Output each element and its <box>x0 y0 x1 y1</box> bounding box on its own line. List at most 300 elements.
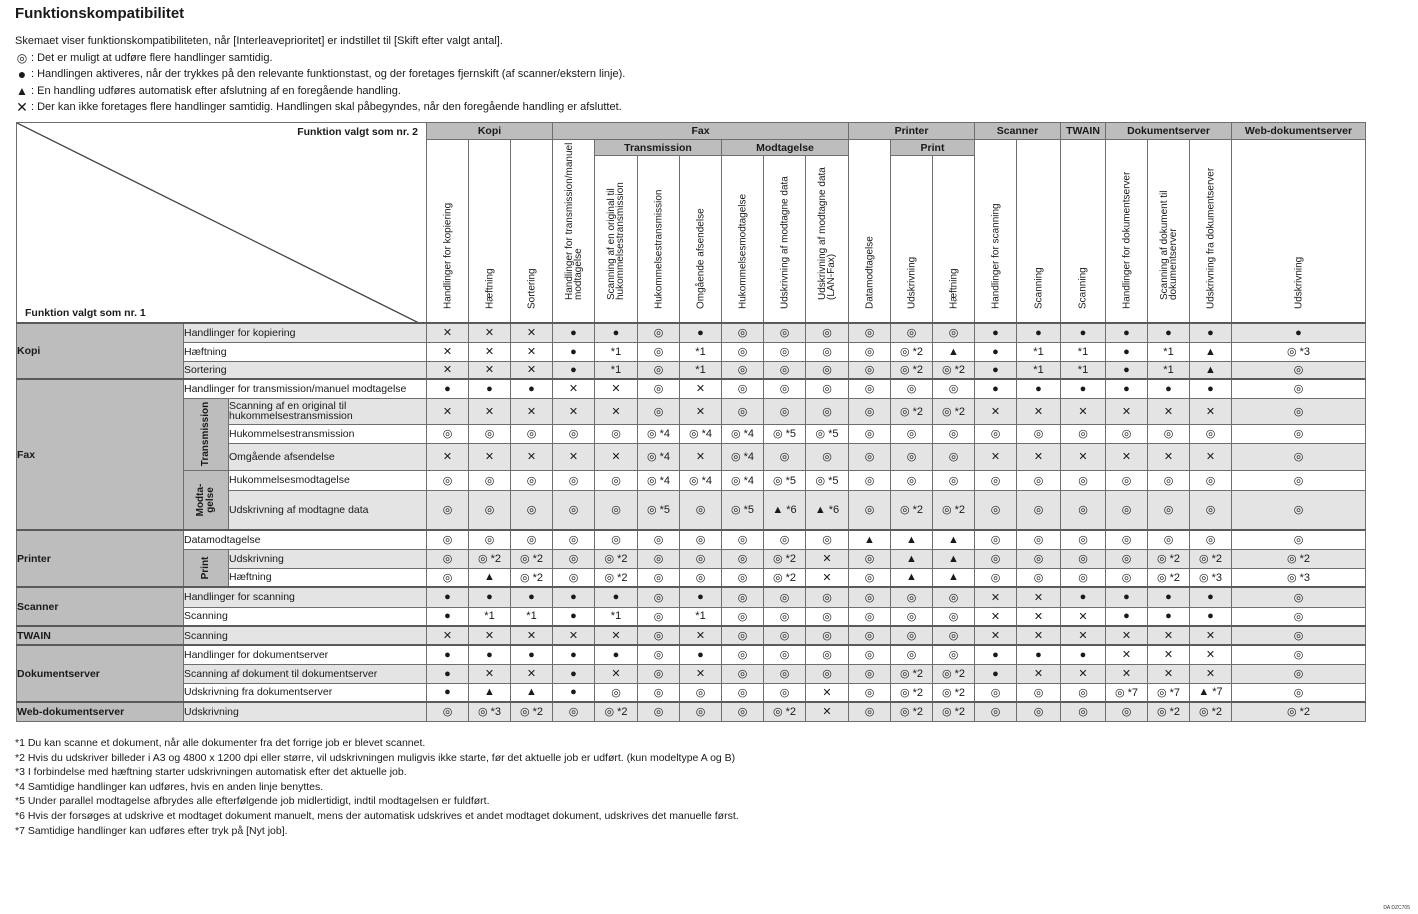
double-circle-icon: ◎ *3 <box>1190 568 1232 587</box>
double-circle-icon: ◎ *4 <box>638 470 680 490</box>
double-circle-icon: ◎ <box>427 549 469 568</box>
double-circle-icon: ◎ <box>975 702 1017 721</box>
triangle-icon: ▲ <box>469 568 511 587</box>
filled-circle-icon: ● <box>1148 587 1190 607</box>
double-circle-icon: ◎ *5 <box>638 490 680 530</box>
double-circle-icon: ◎ <box>469 470 511 490</box>
double-circle-icon: ◎ *2 <box>933 702 975 721</box>
cross-icon: ✕ <box>806 683 849 702</box>
column-header-label: Hæftning <box>948 268 959 309</box>
legend-item <box>15 83 625 100</box>
footnote-ref: *1 <box>595 607 638 626</box>
double-circle-icon: ◎ <box>806 361 849 379</box>
column-header <box>638 156 680 324</box>
column-header <box>595 156 638 324</box>
cross-icon: ✕ <box>680 379 722 398</box>
column-group-fax: Fax <box>553 123 849 140</box>
double-circle-icon: ◎ <box>680 702 722 721</box>
double-circle-icon: ◎ *2 <box>933 664 975 683</box>
double-circle-icon: ◎ <box>933 587 975 607</box>
double-circle-icon: ◎ <box>933 379 975 398</box>
double-circle-icon: ◎ *4 <box>680 424 722 443</box>
triangle-icon: ▲ <box>511 683 553 702</box>
double-circle-icon: ◎ <box>469 424 511 443</box>
double-circle-icon: ◎ <box>806 398 849 424</box>
cross-icon: ✕ <box>595 443 638 470</box>
column-header <box>975 140 1017 324</box>
row-subcategory-label: Modta- gelse <box>195 483 216 517</box>
footnote: *3 I forbindelse med hæftning starter udskrivningen automatisk efter det aktuelle job. <box>15 766 407 779</box>
cross-icon: ✕ <box>595 379 638 398</box>
double-circle-icon: ◎ <box>1106 490 1148 530</box>
double-circle-icon: ◎ <box>16 50 28 65</box>
column-header-label: Udskrivning <box>906 256 917 309</box>
cross-icon: ✕ <box>511 443 553 470</box>
column-header-label: Hukommelsestransmission <box>653 189 664 309</box>
filled-circle-icon: ● <box>469 379 511 398</box>
double-circle-icon: ◎ <box>764 323 806 342</box>
double-circle-icon: ◎ <box>722 607 764 626</box>
cross-icon: ✕ <box>469 361 511 379</box>
column-header-label: Scanning af en original til hukommelsestransmission <box>606 182 626 300</box>
column-header-label: Sortering <box>526 268 537 309</box>
filled-circle-icon: ● <box>1017 323 1061 342</box>
filled-circle-icon: ● <box>1106 379 1148 398</box>
double-circle-icon: ◎ <box>469 490 511 530</box>
double-circle-icon: ◎ *4 <box>638 443 680 470</box>
double-circle-icon: ◎ <box>1232 424 1366 443</box>
row-label: Sortering <box>184 361 427 379</box>
double-circle-icon: ◎ <box>1232 587 1366 607</box>
double-circle-icon: ◎ *2 <box>933 398 975 424</box>
filled-circle-icon: ● <box>511 645 553 664</box>
column-header-label: Handlinger for kopiering <box>442 202 453 309</box>
double-circle-icon: ◎ <box>764 683 806 702</box>
filled-circle-icon: ● <box>1061 323 1106 342</box>
double-circle-icon: ◎ *2 <box>511 568 553 587</box>
footnote-ref: *1 <box>1017 342 1061 361</box>
double-circle-icon: ◎ <box>427 702 469 721</box>
double-circle-icon: ◎ <box>638 645 680 664</box>
double-circle-icon: ◎ <box>891 443 933 470</box>
double-circle-icon: ◎ <box>975 424 1017 443</box>
double-circle-icon: ◎ *5 <box>806 470 849 490</box>
double-circle-icon: ◎ <box>722 398 764 424</box>
double-circle-icon: ◎ <box>764 443 806 470</box>
double-circle-icon: ◎ *5 <box>722 490 764 530</box>
footnote-ref: *1 <box>680 342 722 361</box>
double-circle-icon: ◎ <box>553 530 595 549</box>
double-circle-icon: ◎ <box>849 568 891 587</box>
double-circle-icon: ◎ *2 <box>1148 568 1190 587</box>
legend-text: : Der kan ikke foretages flere handlinger samtidig. Handlingen skal påbegyndes, når den foregående handling er afsluttet. <box>31 101 622 113</box>
double-circle-icon: ◎ <box>1017 530 1061 549</box>
filled-circle-icon: ● <box>553 645 595 664</box>
double-circle-icon: ◎ <box>891 645 933 664</box>
filled-circle-icon: ● <box>1190 587 1232 607</box>
filled-circle-icon: ● <box>595 323 638 342</box>
double-circle-icon: ◎ <box>1061 568 1106 587</box>
double-circle-icon: ◎ <box>553 702 595 721</box>
footnote-ref: *1 <box>511 607 553 626</box>
double-circle-icon: ◎ <box>722 568 764 587</box>
column-group-kopi: Kopi <box>427 123 553 140</box>
double-circle-icon: ◎ <box>638 361 680 379</box>
double-circle-icon: ◎ <box>1061 549 1106 568</box>
corner-bottom-label: Funktion valgt som nr. 1 <box>25 307 146 319</box>
column-header <box>1106 140 1148 324</box>
filled-circle-icon: ● <box>1232 323 1366 342</box>
filled-circle-icon: ● <box>1106 587 1148 607</box>
filled-circle-icon: ● <box>469 645 511 664</box>
cross-icon: ✕ <box>806 549 849 568</box>
column-header <box>1061 140 1106 324</box>
table-row <box>17 361 1366 379</box>
double-circle-icon: ◎ <box>1232 664 1366 683</box>
filled-circle-icon: ● <box>553 361 595 379</box>
double-circle-icon: ◎ <box>722 361 764 379</box>
double-circle-icon: ◎ <box>638 530 680 549</box>
filled-circle-icon: ● <box>511 587 553 607</box>
cross-icon: ✕ <box>427 342 469 361</box>
cross-icon: ✕ <box>1061 626 1106 645</box>
cross-icon: ✕ <box>1148 398 1190 424</box>
double-circle-icon: ◎ <box>891 379 933 398</box>
column-header <box>680 156 722 324</box>
double-circle-icon: ◎ <box>638 379 680 398</box>
table-row <box>17 470 1366 490</box>
double-circle-icon: ◎ <box>764 361 806 379</box>
row-label: Handlinger for transmission/manuel modtagelse <box>184 379 427 398</box>
cross-icon: ✕ <box>1017 587 1061 607</box>
double-circle-icon: ◎ <box>806 587 849 607</box>
row-category-twain: TWAIN <box>17 626 184 645</box>
table-row <box>17 702 1366 721</box>
double-circle-icon: ◎ <box>595 490 638 530</box>
filled-circle-icon: ● <box>1106 607 1148 626</box>
cross-icon: ✕ <box>1190 443 1232 470</box>
footnote-ref: *1 <box>1017 361 1061 379</box>
double-circle-icon: ◎ *3 <box>1232 568 1366 587</box>
double-circle-icon: ◎ <box>638 587 680 607</box>
row-label: Handlinger for dokumentserver <box>184 645 427 664</box>
double-circle-icon: ◎ *2 <box>891 490 933 530</box>
double-circle-icon: ◎ <box>638 323 680 342</box>
double-circle-icon: ◎ *2 <box>1148 549 1190 568</box>
filled-circle-icon: ● <box>1190 323 1232 342</box>
filled-circle-icon: ● <box>1148 323 1190 342</box>
double-circle-icon: ◎ <box>849 702 891 721</box>
cross-icon: ✕ <box>595 626 638 645</box>
double-circle-icon: ◎ <box>806 379 849 398</box>
double-circle-icon: ◎ *4 <box>722 470 764 490</box>
triangle-icon: ▲ <box>933 530 975 549</box>
double-circle-icon: ◎ <box>638 683 680 702</box>
triangle-icon: ▲ <box>469 683 511 702</box>
double-circle-icon: ◎ <box>764 587 806 607</box>
filled-circle-icon: ● <box>1148 607 1190 626</box>
filled-circle-icon: ● <box>1061 379 1106 398</box>
double-circle-icon: ◎ <box>1061 530 1106 549</box>
double-circle-icon: ◎ <box>806 342 849 361</box>
row-category-fax: Fax <box>17 379 184 530</box>
column-header-label: Udskrivning fra dokumentserver <box>1205 167 1216 309</box>
double-circle-icon: ◎ <box>427 530 469 549</box>
double-circle-icon: ◎ <box>849 323 891 342</box>
cross-icon: ✕ <box>427 398 469 424</box>
row-label: Udskrivning af modtagne data <box>229 490 427 530</box>
legend-item <box>15 50 625 67</box>
double-circle-icon: ◎ <box>933 443 975 470</box>
double-circle-icon: ◎ <box>722 379 764 398</box>
filled-circle-icon: ● <box>1017 645 1061 664</box>
cross-icon: ✕ <box>1190 626 1232 645</box>
double-circle-icon: ◎ *5 <box>764 424 806 443</box>
column-header-label: Omgående afsendelse <box>695 208 706 309</box>
footnote: *5 Under parallel modtagelse afbrydes alle efterfølgende job midlertidigt, indtil modtagelsen er fuldført. <box>15 795 490 808</box>
cross-icon: ✕ <box>511 361 553 379</box>
filled-circle-icon: ● <box>553 664 595 683</box>
double-circle-icon: ◎ <box>722 702 764 721</box>
subgroup-modtagelse: Modtagelse <box>722 140 849 156</box>
double-circle-icon: ◎ <box>680 549 722 568</box>
triangle-icon: ▲ <box>933 342 975 361</box>
column-group-scanner: Scanner <box>975 123 1061 140</box>
footnote-ref: *1 <box>680 361 722 379</box>
cross-icon: ✕ <box>1148 626 1190 645</box>
column-header-label: Hukommelsesmodtagelse <box>737 193 748 309</box>
cross-icon: ✕ <box>680 398 722 424</box>
filled-circle-icon: ● <box>975 361 1017 379</box>
double-circle-icon: ◎ <box>1190 470 1232 490</box>
double-circle-icon: ◎ <box>1232 645 1366 664</box>
double-circle-icon: ◎ <box>933 626 975 645</box>
double-circle-icon: ◎ <box>764 398 806 424</box>
double-circle-icon: ◎ <box>806 323 849 342</box>
double-circle-icon: ◎ <box>553 470 595 490</box>
double-circle-icon: ◎ <box>1061 424 1106 443</box>
triangle-icon: ▲ <box>933 568 975 587</box>
footnote: *1 Du kan scanne et dokument, når alle dokumenter fra det forrige job er blevet scannet. <box>15 737 426 749</box>
column-group-dokumentserver: Dokumentserver <box>1106 123 1232 140</box>
double-circle-icon: ◎ *2 <box>891 361 933 379</box>
table-row <box>17 549 1366 568</box>
legend-text: : Handlingen aktiveres, når der trykkes på den relevante funktionstast, og der foretages fjernskift (af scanner/ekstern linje). <box>31 68 626 80</box>
double-circle-icon: ◎ *2 <box>511 549 553 568</box>
footnote: *4 Samtidige handlinger kan udføres, hvis en anden linje benyttes. <box>15 780 324 793</box>
double-circle-icon: ◎ <box>975 683 1017 702</box>
filled-circle-icon: ● <box>511 379 553 398</box>
cross-icon: ✕ <box>427 323 469 342</box>
double-circle-icon: ◎ <box>722 645 764 664</box>
cross-icon: ✕ <box>469 398 511 424</box>
table-row <box>17 342 1366 361</box>
row-subcategory-transmission <box>184 398 229 470</box>
double-circle-icon: ◎ *2 <box>891 683 933 702</box>
cross-icon: ✕ <box>16 99 28 115</box>
footnote: *6 Hvis der forsøges at udskrive et modtaget dokument manuelt, mens der automatisk udskrives et andet modtaget dokument, udskrives det manuelle først. <box>15 809 739 822</box>
double-circle-icon: ◎ <box>511 530 553 549</box>
footnotes <box>15 736 739 838</box>
double-circle-icon: ◎ <box>975 549 1017 568</box>
double-circle-icon: ◎ <box>1017 470 1061 490</box>
double-circle-icon: ◎ <box>891 587 933 607</box>
double-circle-icon: ◎ <box>722 342 764 361</box>
column-header-label: Datamodtagelse <box>864 236 875 309</box>
cross-icon: ✕ <box>1190 664 1232 683</box>
double-circle-icon: ◎ <box>1232 398 1366 424</box>
cross-icon: ✕ <box>1106 626 1148 645</box>
double-circle-icon: ◎ *2 <box>764 702 806 721</box>
cross-icon: ✕ <box>975 443 1017 470</box>
double-circle-icon: ◎ <box>891 626 933 645</box>
filled-circle-icon: ● <box>595 645 638 664</box>
row-subcategory-print <box>184 549 229 587</box>
double-circle-icon: ◎ <box>1106 568 1148 587</box>
row-category-printer: Printer <box>17 530 184 587</box>
column-header <box>511 140 553 324</box>
filled-circle-icon: ● <box>1061 587 1106 607</box>
footnote-ref: *1 <box>1061 361 1106 379</box>
double-circle-icon: ◎ *2 <box>891 702 933 721</box>
cross-icon: ✕ <box>511 398 553 424</box>
double-circle-icon: ◎ <box>1106 549 1148 568</box>
cross-icon: ✕ <box>1017 664 1061 683</box>
double-circle-icon: ◎ <box>849 470 891 490</box>
filled-circle-icon: ● <box>680 645 722 664</box>
table-row <box>17 398 1366 424</box>
cross-icon: ✕ <box>1106 443 1148 470</box>
double-circle-icon: ◎ <box>638 568 680 587</box>
double-circle-icon: ◎ <box>595 470 638 490</box>
double-circle-icon: ◎ *5 <box>806 424 849 443</box>
footnote-ref: *1 <box>595 342 638 361</box>
double-circle-icon: ◎ *2 <box>764 568 806 587</box>
double-circle-icon: ◎ <box>722 587 764 607</box>
filled-circle-icon: ● <box>427 683 469 702</box>
table-row <box>17 607 1366 626</box>
filled-circle-icon: ● <box>1017 379 1061 398</box>
column-group-web-dokumentserver: Web-dokumentserver <box>1232 123 1366 140</box>
filled-circle-icon: ● <box>427 379 469 398</box>
double-circle-icon: ◎ <box>511 490 553 530</box>
filled-circle-icon: ● <box>1106 323 1148 342</box>
double-circle-icon: ◎ <box>764 626 806 645</box>
footnote-ref: *1 <box>595 361 638 379</box>
double-circle-icon: ◎ <box>806 664 849 683</box>
row-label: Handlinger for kopiering <box>184 323 427 342</box>
corner-top-label: Funktion valgt som nr. 2 <box>297 126 418 138</box>
cross-icon: ✕ <box>975 626 1017 645</box>
cross-icon: ✕ <box>1017 398 1061 424</box>
double-circle-icon: ◎ <box>764 664 806 683</box>
row-label: Scanning af en original til hukommelsestransmission <box>229 398 427 424</box>
filled-circle-icon: ● <box>1106 342 1148 361</box>
double-circle-icon: ◎ <box>975 470 1017 490</box>
double-circle-icon: ◎ <box>1232 379 1366 398</box>
row-label: Hukommelsestransmission <box>229 424 427 443</box>
table-row <box>17 530 1366 549</box>
double-circle-icon: ◎ <box>638 664 680 683</box>
double-circle-icon: ◎ <box>1106 702 1148 721</box>
double-circle-icon: ◎ <box>722 530 764 549</box>
row-subcategory-label: Print <box>200 556 211 580</box>
filled-circle-icon: ● <box>553 683 595 702</box>
column-header <box>1190 140 1232 324</box>
triangle-icon: ▲ *6 <box>764 490 806 530</box>
column-header-label: Hæftning <box>484 268 495 309</box>
column-header <box>1232 140 1366 324</box>
double-circle-icon: ◎ <box>891 424 933 443</box>
double-circle-icon: ◎ <box>806 530 849 549</box>
double-circle-icon: ◎ <box>1148 424 1190 443</box>
double-circle-icon: ◎ <box>427 470 469 490</box>
column-header-label: Udskrivning af modtagne data <box>779 176 790 309</box>
double-circle-icon: ◎ <box>849 607 891 626</box>
triangle-icon: ▲ <box>1190 342 1232 361</box>
double-circle-icon: ◎ *4 <box>638 424 680 443</box>
double-circle-icon: ◎ <box>638 702 680 721</box>
triangle-icon: ▲ <box>891 530 933 549</box>
filled-circle-icon: ● <box>975 664 1017 683</box>
column-header <box>891 156 933 324</box>
double-circle-icon: ◎ <box>427 490 469 530</box>
table-row <box>17 323 1366 342</box>
double-circle-icon: ◎ <box>975 530 1017 549</box>
double-circle-icon: ◎ <box>1017 549 1061 568</box>
double-circle-icon: ◎ <box>1232 626 1366 645</box>
double-circle-icon: ◎ <box>849 342 891 361</box>
double-circle-icon: ◎ <box>1190 490 1232 530</box>
row-label: Hæftning <box>184 342 427 361</box>
double-circle-icon: ◎ *2 <box>1232 549 1366 568</box>
filled-circle-icon: ● <box>1190 379 1232 398</box>
cross-icon: ✕ <box>975 398 1017 424</box>
double-circle-icon: ◎ <box>806 626 849 645</box>
double-circle-icon: ◎ <box>849 398 891 424</box>
double-circle-icon: ◎ <box>1232 443 1366 470</box>
row-label: Scanning <box>184 626 427 645</box>
double-circle-icon: ◎ <box>680 683 722 702</box>
double-circle-icon: ◎ <box>764 530 806 549</box>
filled-circle-icon: ● <box>1148 379 1190 398</box>
double-circle-icon: ◎ *2 <box>1190 702 1232 721</box>
double-circle-icon: ◎ <box>933 607 975 626</box>
row-label: Omgående afsendelse <box>229 443 427 470</box>
cross-icon: ✕ <box>553 379 595 398</box>
double-circle-icon: ◎ <box>891 323 933 342</box>
table-row <box>17 587 1366 607</box>
column-header <box>427 140 469 324</box>
double-circle-icon: ◎ <box>849 490 891 530</box>
double-circle-icon: ◎ <box>553 549 595 568</box>
page-title: Funktionskompatibilitet <box>15 5 185 22</box>
double-circle-icon: ◎ *2 <box>511 702 553 721</box>
corner-cell <box>17 123 427 324</box>
table-row <box>17 379 1366 398</box>
cross-icon: ✕ <box>469 626 511 645</box>
double-circle-icon: ◎ <box>849 645 891 664</box>
legend-text: : Det er muligt at udføre flere handlinger samtidig. <box>31 51 273 64</box>
cross-icon: ✕ <box>806 568 849 587</box>
double-circle-icon: ◎ <box>1017 683 1061 702</box>
double-circle-icon: ◎ *3 <box>1232 342 1366 361</box>
double-circle-icon: ◎ <box>1017 568 1061 587</box>
double-circle-icon: ◎ *3 <box>469 702 511 721</box>
double-circle-icon: ◎ <box>638 398 680 424</box>
double-circle-icon: ◎ <box>1232 470 1366 490</box>
filled-circle-icon: ● <box>427 587 469 607</box>
